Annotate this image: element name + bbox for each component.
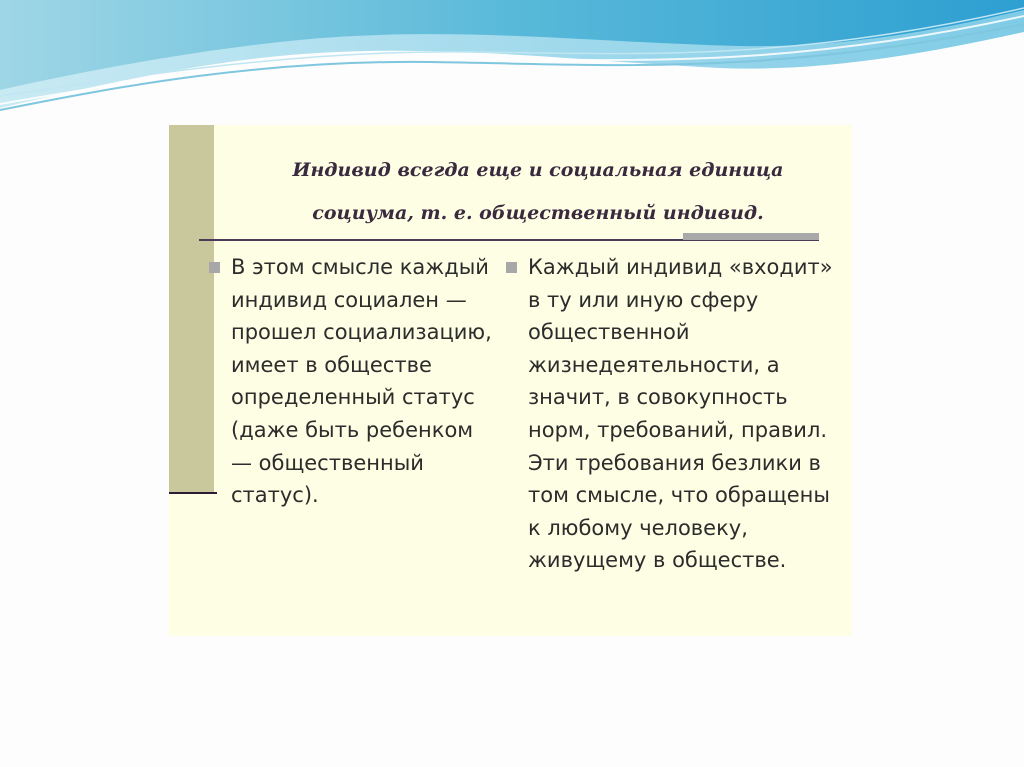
- slide-title-line-1: Индивид всегда еще и социальная единица: [292, 159, 784, 181]
- decorative-side-rule: [169, 492, 217, 494]
- slide-content-panel: [169, 125, 852, 636]
- title-divider-accent: [683, 233, 819, 240]
- decorative-side-bar: [169, 125, 214, 493]
- decorative-wave-header: [0, 0, 1024, 120]
- slide-title-line-2: социума, т. е. общественный индивид.: [312, 202, 764, 224]
- bullet-square-icon: [209, 262, 220, 273]
- right-bullet-text: Каждый индивид «входит» в ту или иную сферу общественной жизнедеятельности, а значит, в совокупность норм, требований, правил. Эти требования безлики в том смысле, что обращены к любому человеку, живущему в обществе.: [528, 255, 833, 573]
- left-bullet-text: В этом смысле каждый индивид социален — прошел социализацию, имеет в обществе определенный статус (даже быть ребенком — общественный статус).: [231, 255, 492, 508]
- bullet-square-icon: [506, 262, 517, 273]
- slide-title: [224, 149, 852, 235]
